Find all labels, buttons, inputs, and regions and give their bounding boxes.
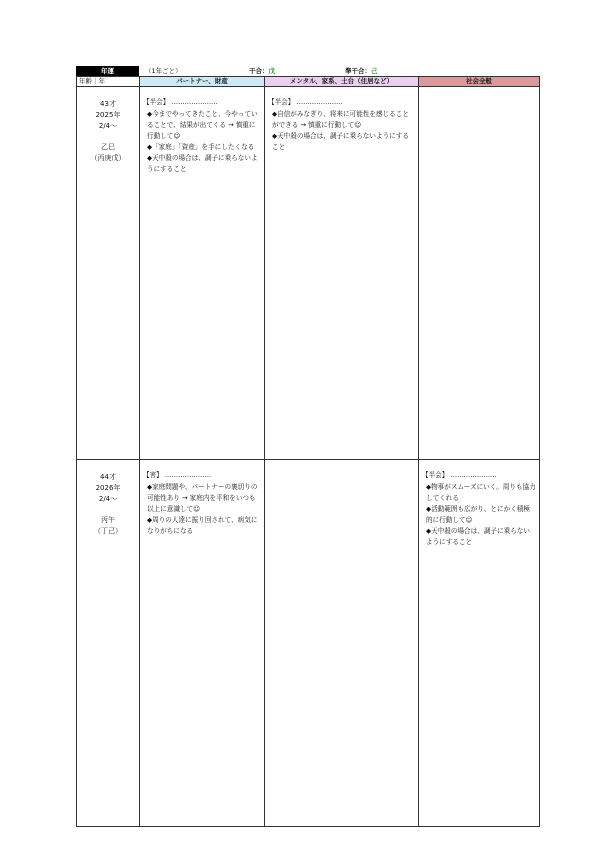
header-info bbox=[139, 66, 539, 76]
header-row bbox=[76, 66, 539, 76]
age: 43才 bbox=[100, 100, 116, 108]
kanshi-label: 干合： bbox=[249, 67, 269, 75]
list-item: ◆今までやってきたこと、今やっていることで、結果が出てくる → 慎重に行動して☺ bbox=[147, 110, 258, 140]
age-cell bbox=[77, 460, 140, 827]
relation-label: 【半会】 ………………… bbox=[143, 98, 218, 106]
jun-kanshi-label: 準干合： bbox=[345, 67, 371, 75]
list-item: ◆周りの人達に振り回されて、病気になりがちになる bbox=[147, 516, 258, 535]
start-date: 2/4～ bbox=[98, 122, 118, 130]
table-row-2026 bbox=[77, 460, 540, 827]
list-item: ◆家庭問題や、パートナーの裏切りの可能性あり → 家庭内を平和をいつも以上に意識して☺ bbox=[147, 483, 258, 513]
col-header-partner: パートナー、財産 bbox=[140, 77, 265, 87]
fortune-table bbox=[76, 76, 540, 827]
start-date: 2/4～ bbox=[98, 495, 118, 503]
partner-cell bbox=[140, 460, 265, 827]
society-cell bbox=[419, 460, 540, 827]
column-header-row bbox=[77, 77, 540, 87]
mental-cell bbox=[265, 460, 419, 827]
year: 2025年 bbox=[95, 111, 121, 119]
list-item: ◆活動範囲も広がり、とにかく積極的に行動して☺ bbox=[426, 505, 530, 524]
period-note: （1年ごと） bbox=[145, 67, 182, 75]
list-item: ◆「家庭」「資産」を手にしたくなる bbox=[147, 143, 255, 151]
zokan: （丙庚戊） bbox=[90, 154, 126, 162]
year: 2026年 bbox=[95, 484, 121, 492]
zokan: （丁己） bbox=[94, 527, 122, 535]
relation-label: 【半会】 ………………… bbox=[268, 98, 343, 106]
kanshi bbox=[249, 66, 275, 76]
sheet-title: 年運 bbox=[76, 66, 139, 76]
jun-kanshi bbox=[345, 66, 378, 76]
col-header-mental: メンタル、家系、土台（住居など） bbox=[265, 77, 419, 87]
eto: 丙午 bbox=[101, 516, 115, 524]
col-header-age: 年齢｜年 bbox=[77, 77, 140, 87]
age: 44才 bbox=[100, 473, 116, 481]
society-cell bbox=[419, 87, 540, 460]
list-item: ◆天中殺の場合は、調子に乗らないようにすること bbox=[272, 132, 409, 151]
list-item: ◆天中殺の場合は、調子に乗らないようにすること bbox=[147, 154, 258, 173]
relation-label: 【害】 ………………… bbox=[143, 471, 212, 479]
eto: 乙巳 bbox=[101, 143, 115, 151]
col-header-society: 社会全般 bbox=[419, 77, 540, 87]
list-item: ◆物事がスムーズにいく。周りも協力してくれる bbox=[426, 483, 536, 502]
table-row-2025 bbox=[77, 87, 540, 460]
partner-cell bbox=[140, 87, 265, 460]
relation-label: 【半会】 ………………… bbox=[422, 471, 497, 479]
fortune-sheet bbox=[76, 66, 539, 827]
mental-cell bbox=[265, 87, 419, 460]
age-cell bbox=[77, 87, 140, 460]
kanshi-value: 戊 bbox=[268, 67, 275, 75]
list-item: ◆天中殺の場合は、調子に乗らないようにすること bbox=[426, 527, 530, 546]
jun-kanshi-value: 己 bbox=[371, 67, 378, 75]
list-item: ◆自信がみなぎり、将来に可能性を感じることができる → 慎重に行動して☺ bbox=[272, 110, 409, 129]
